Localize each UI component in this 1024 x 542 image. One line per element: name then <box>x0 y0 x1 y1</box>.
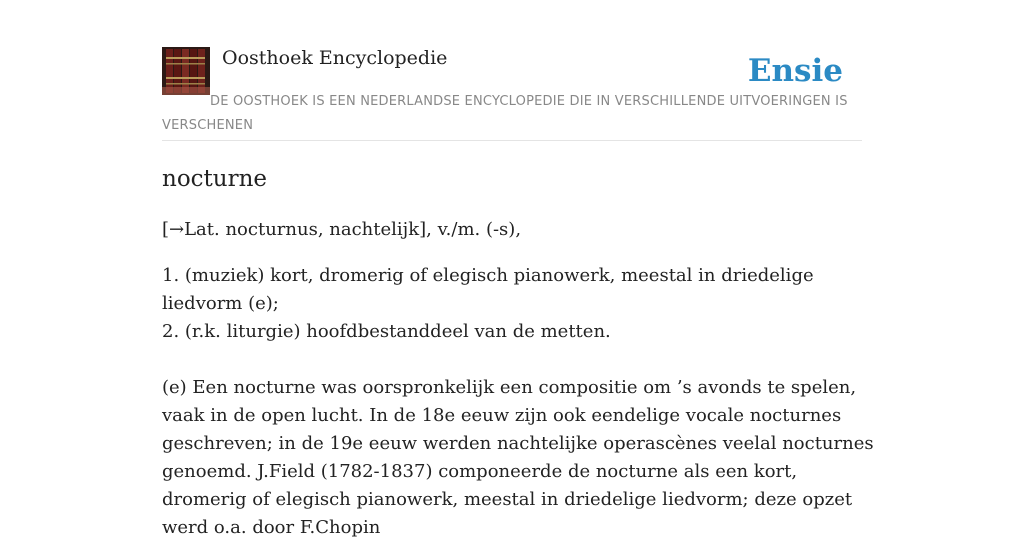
definitions-list <box>162 262 874 374</box>
site-tagline: DE OOSTHOEK IS EEN NEDERLANDSE ENCYCLOPEDIE DIE IN VERSCHILLENDE UITVOERINGEN IS VERSCHENEN <box>162 94 848 133</box>
entry-title: nocturne <box>162 166 268 192</box>
explanation-paragraph: (e) Een nocturne was oorspronkelijk een compositie om ’s avonds te spelen, vaak in de open lucht. In de 18e eeuw zijn ook eendelige vocale nocturnes geschreven; in de 19e eeuw werden nachtelijke operascènes veelal nocturnes genoemd. J.Field (1782-1837) componeerde de nocturne als een kort, dromerig of elegisch pianowerk, meestal in driedelige liedvorm; deze opzet werd o.a. door F.Chopin <box>162 377 874 538</box>
site-avatar[interactable] <box>162 47 210 95</box>
definition-item: 2. (r.k. liturgie) hoofdbestanddeel van de metten. <box>162 321 611 342</box>
paragraph-spacer <box>162 346 874 374</box>
article <box>162 160 874 542</box>
site-title[interactable]: Oosthoek Encyclopedie <box>222 47 448 69</box>
etymology: [→Lat. nocturnus, nachtelijk], v./m. (-s), <box>162 219 522 240</box>
book-spines-icon <box>162 47 210 95</box>
definition-item: 1. (muziek) kort, dromerig of elegisch pianowerk, meestal in driedelige liedvorm (e); <box>162 265 814 314</box>
site-header <box>162 46 862 141</box>
brand-logo-link[interactable]: Ensie <box>747 53 843 89</box>
